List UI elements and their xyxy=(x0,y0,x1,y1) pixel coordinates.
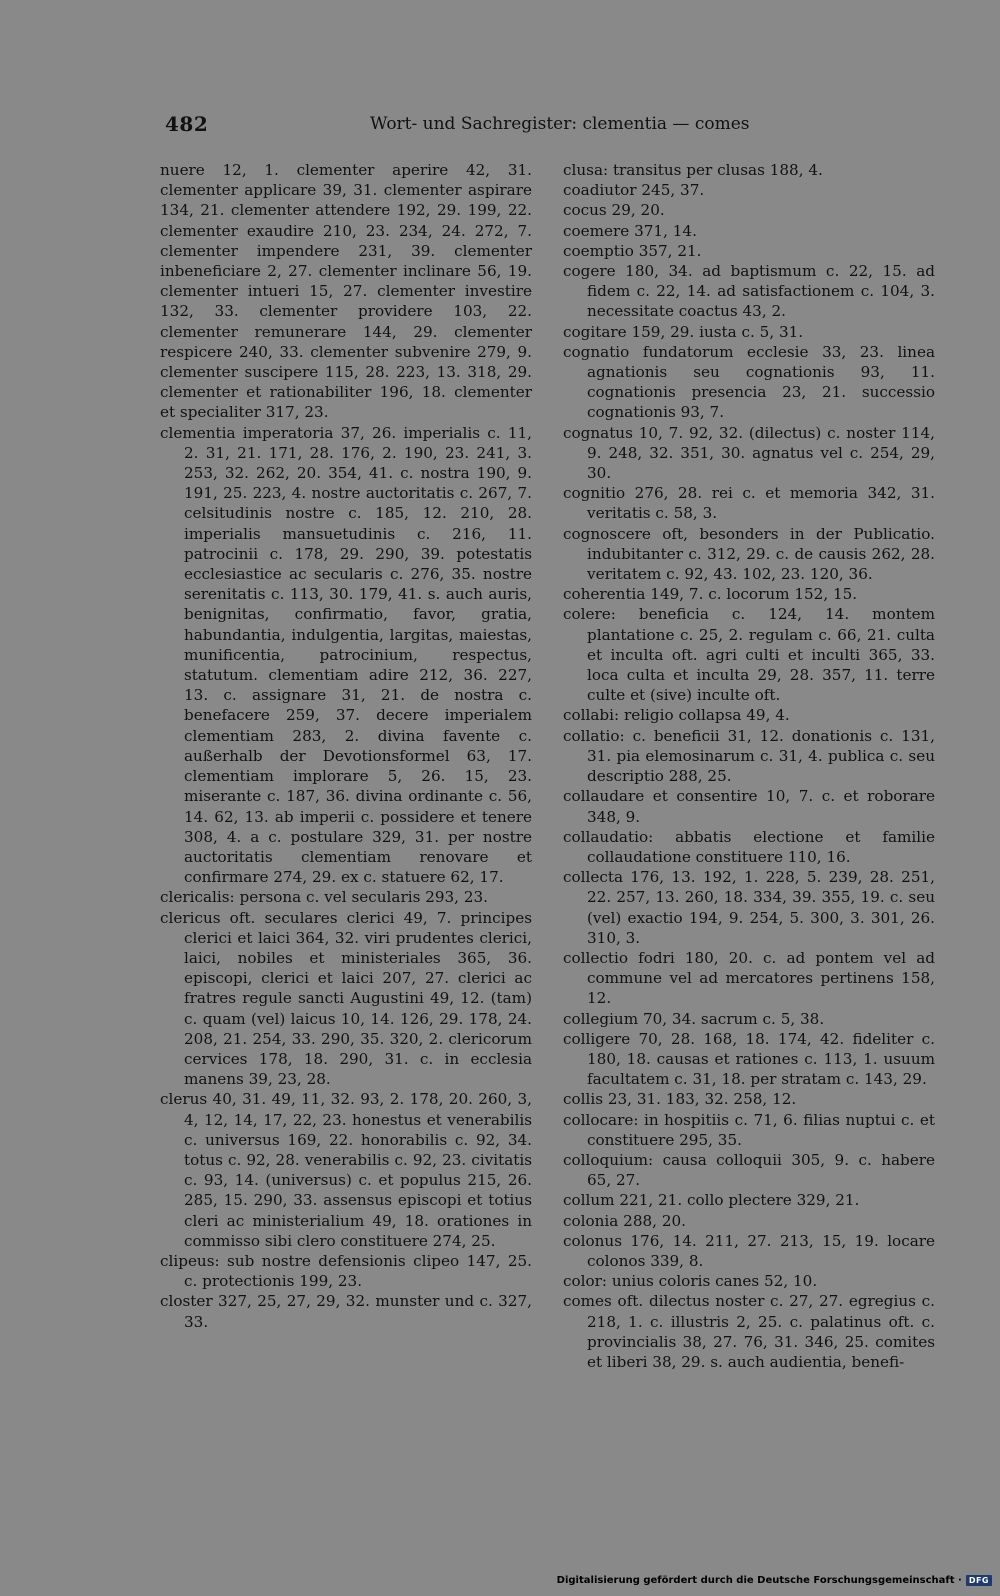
page-number: 482 xyxy=(165,112,209,136)
index-entry: clericalis: persona c. vel secularis 293, 23. xyxy=(160,888,488,907)
dfg-logo[interactable]: DFG xyxy=(966,1575,992,1586)
left-column xyxy=(160,160,532,1332)
index-entry: colonus 176, 14. 211, 27. 213, 15, 19. locare colonos 339, 8. xyxy=(563,1231,935,1270)
index-entry: collaudatio: abbatis electione et familie collaudatione constituere 110, 16. xyxy=(563,827,935,866)
index-entry: nuere 12, 1. clementer aperire 42, 31. clementer applicare 39, 31. clementer aspirare 134, 21. clementer attendere 192, 29. 199, 22. clementer exaudire 210, 23. 234, 24. 272, 7. clementer impendere 231, 39. clementer inbeneficiare 2, 27. clementer inclinare 56, 19. clementer intueri 15, 27. clementer investire 132, 33. clementer providere 103, 22. clementer remunerare 144, 29. clementer respicere 240, 33. clementer subvenire 279, 9. clementer suscipere 115, 28. 223, 13. 318, 29. clementer et rationabiliter 196, 18. clementer et specialiter 317, 23. xyxy=(160,161,532,422)
index-entry: cogitare 159, 29. iusta c. 5, 31. xyxy=(563,322,804,341)
index-entry: colloquium: causa colloquii 305, 9. c. habere 65, 27. xyxy=(563,1150,935,1190)
index-entry: clusa: transitus per clusas 188, 4. xyxy=(563,161,823,179)
index-entry: clipeus: sub nostre defensionis clipeo 147, 25. c. protectionis 199, 23. xyxy=(160,1251,532,1291)
footer-credit: Digitalisierung gefördert durch die Deutsche Forschungsgemeinschaft · xyxy=(556,1575,962,1586)
index-entry: collecta 176, 13. 192, 1. 228, 5. 239, 28. 251, 22. 257, 13. 260, 18. 334, 39. 355, 19. c. seu (vel) exactio 194, 9. 254, 5. 300, 3. 301, 26. 310, 3. xyxy=(563,868,935,947)
index-entry: collaudare et consentire 10, 7. c. et roborare 348, 9. xyxy=(563,787,935,826)
index-entry: clerus 40, 31. 49, 11, 32. 93, 2. 178, 20. 260, 3, 4, 12, 14, 17, 22, 23. honestus et venerabilis c. universus 169, 22. honorabilis c. 92, 34. totus c. 92, 28. venerabilis c. 92, 23. civitatis c. 93, 14. (universus) c. et populus 215, 26. 285, 15. 290, 33. assensus episcopi et totius cleri ac ministerialium 49, 18. orationes in commisso sibi clero constituere 274, 25. xyxy=(160,1090,532,1250)
index-entry: closter 327, 25, 27, 29, 32. munster und c. 327, 33. xyxy=(160,1292,532,1331)
index-entry: colonia 288, 20. xyxy=(563,1211,686,1230)
index-entry: cognatio fundatorum ecclesie 33, 23. linea agnationis seu cognationis 93, 11. cognationis presencia 23, 21. successio cognationis 93, 7. xyxy=(563,342,935,422)
footer xyxy=(557,1575,992,1586)
index-entry: coherentia 149, 7. c. locorum 152, 15. xyxy=(563,585,858,604)
index-entry: collis 23, 31. 183, 32. 258, 12. xyxy=(563,1090,797,1109)
index-entry: clericus oft. seculares clerici 49, 7. principes clerici et laici 364, 32. viri prudentes clerici, laici, nobiles et ministeriales 365, 36. episcopi, clerici et laici 207, 27. clerici ac fratres regule sancti Augustini 49, 12. (tam) c. quam (vel) laicus 10, 14. 126, 29. 178, 24. 208, 21. 254, 33. 290, 35. 320, 2. clericorum cervices 178, 18. 290, 31. c. in ecclesia manens 39, 23, 28. xyxy=(160,908,532,1089)
index-entry: colligere 70, 28. 168, 18. 174, 42. fideliter c. 180, 18. causas et rationes c. 113, 1. usuum facultatem c. 31, 18. per stratam c. 143, 29. xyxy=(563,1029,935,1089)
index-entry: cognitio 276, 28. rei c. et memoria 342, 31. veritatis c. 58, 3. xyxy=(563,484,935,523)
index-entry: collectio fodri 180, 20. c. ad pontem vel ad commune vel ad mercatores pertinens 158, 12. xyxy=(563,948,935,1008)
index-entry: cocus 29, 20. xyxy=(563,201,665,220)
index-entry: coemptio 357, 21. xyxy=(563,241,702,260)
index-entry: coemere 371, 14. xyxy=(563,221,697,240)
page-header xyxy=(165,112,750,142)
running-head: Wort- und Sachregister: clementia — comes xyxy=(370,114,750,134)
index-entry: collatio: c. beneficii 31, 12. donationis c. 131, 31. pia elemosinarum c. 31, 4. publica c. seu descriptio 288, 25. xyxy=(563,726,935,786)
index-entry: clementia imperatoria 37, 26. imperialis c. 11, 2. 31, 21. 171, 28. 176, 2. 190, 23. 241, 3. 253, 32. 262, 20. 354, 41. c. nostra 190, 9. 191, 25. 223, 4. nostre auctoritatis c. 267, 7. celsitudinis nostre c. 185, 12. 210, 28. imperialis mansuetudinis c. 216, 11. patrocinii c. 178, 29. 290, 39. potestatis ecclesiastice ac secularis c. 276, 35. nostre serenitatis c. 113, 30. 179, 41. s. auch auris, benignitas, confirmatio, favor, gratia, habundantia, indulgentia, largitas, maiestas, munificentia, patrocinium, respectus, statutum. clementiam adire 212, 36. 227, 13. c. assignare 31, 21. de nostra c. benefacere 259, 37. decere imperialem clementiam 283, 2. divina favente c. außerhalb der Devotionsformel 63, 17. clementiam implorare 5, 26. 15, 23. miserante c. 187, 36. divina ordinante c. 56, 14. 62, 13. ab imperii c. possidere et tenere 308, 4. a c. postulare 329, 31. per nostre auctoritatis clementiam renovare et confirmare 274, 29. ex c. statuere 62, 17. xyxy=(160,423,532,887)
index-entry: cognatus 10, 7. 92, 32. (dilectus) c. noster 114, 9. 248, 32. 351, 30. agnatus vel c. 254, 29, 30. xyxy=(563,423,935,483)
index-entry: color: unius coloris canes 52, 10. xyxy=(563,1272,818,1291)
index-entry: coadiutor 245, 37. xyxy=(563,181,705,200)
index-entry: colere: beneficia c. 124, 14. montem plantatione c. 25, 2. regulam c. 66, 21. culta et inculta oft. agri culti et inculti 365, 33. loca culta et inculta 29, 28. 357, 11. terre culte et (sive) inculte oft. xyxy=(563,605,935,705)
right-column xyxy=(563,160,935,1372)
index-entry: comes oft. dilectus noster c. 27, 27. egregius c. 218, 1. c. illustris 2, 25. c. palatinus oft. c. provincialis 38, 27. 76, 31. 346, 25. comites et liberi 38, 29. s. auch audientia, benefi- xyxy=(563,1292,935,1371)
index-entry: cognoscere oft, besonders in der Publicatio. indubitanter c. 312, 29. c. de causis 262, 28. veritatem c. 92, 43. 102, 23. 120, 36. xyxy=(563,524,935,584)
index-entry: cogere 180, 34. ad baptismum c. 22, 15. ad fidem c. 22, 14. ad satisfactionem c. 104, 3. necessitate coactus 43, 2. xyxy=(563,262,935,321)
index-entry: collabi: religio collapsa 49, 4. xyxy=(563,706,790,725)
index-entry: collegium 70, 34. sacrum c. 5, 38. xyxy=(563,1009,825,1028)
index-entry: collocare: in hospitiis c. 71, 6. filias nuptui c. et constituere 295, 35. xyxy=(563,1110,935,1149)
index-entry: collum 221, 21. collo plectere 329, 21. xyxy=(563,1191,860,1210)
